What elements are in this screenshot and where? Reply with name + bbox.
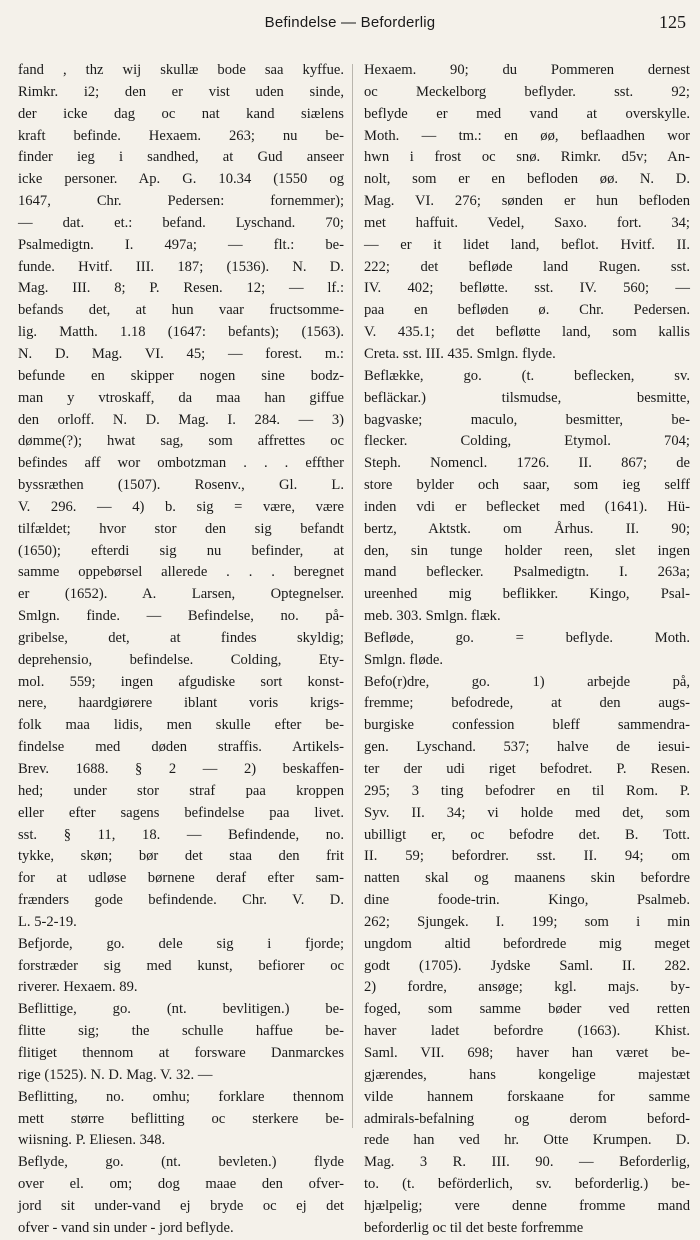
text-line: ureenhed mig beflikker. Kingo, Psal- bbox=[364, 586, 690, 603]
text-line: met haffuit. Vedel, Saxo. fort. 34; bbox=[364, 214, 690, 231]
text-line: godt (1705). Jydske Saml. II. 282. bbox=[364, 957, 690, 974]
text-line: L. 5-2-19. bbox=[18, 913, 77, 930]
text-line: finder ieg i sandhed, at Gud anseer bbox=[18, 149, 344, 166]
text-line: foged, som samme bøder ved retten bbox=[364, 1001, 690, 1018]
text-line: riverer. Hexaem. 89. bbox=[18, 979, 138, 996]
text-line: Steph. Nomencl. 1726. II. 867; de bbox=[364, 455, 690, 472]
text-line: — dat. et.: befand. Lyschand. 70; bbox=[18, 214, 344, 231]
text-line: oc Meckelborg beflyder. sst. 92; bbox=[364, 83, 690, 100]
text-line: Smlgn. fløde. bbox=[364, 651, 444, 668]
text-line: meb. 303. Smlgn. flæk. bbox=[364, 608, 501, 625]
text-line: ubilligt er, oc befodre det. B. Tott. bbox=[364, 826, 690, 843]
text-line: natten skal og maanens skin befordre bbox=[364, 870, 690, 887]
text-line: rige (1525). N. D. Mag. V. 32. — bbox=[18, 1066, 213, 1083]
page-header bbox=[0, 0, 700, 56]
text-line: haver ladet befordre (1663). Khist. bbox=[364, 1023, 690, 1040]
text-line: Befløde, go. = beflyde. Moth. bbox=[364, 629, 690, 646]
text-line: gribelse, det, at findes skyldig; bbox=[18, 629, 344, 646]
text-line: icke personer. Ap. G. 10.34 (1550 og bbox=[18, 171, 344, 188]
text-line: Moth. — tm.: en øø, beflaadhen wor bbox=[364, 127, 690, 144]
running-head: Befindelse — Beforderlig bbox=[264, 14, 436, 31]
text-line: (1650); efterdi sig nu befinder, at bbox=[18, 542, 344, 559]
text-line: Beflittige, go. (nt. bevlitigen.) be- bbox=[18, 1001, 344, 1018]
text-line: 262; Sjungek. I. 199; som i min bbox=[364, 913, 690, 930]
text-line: V. 296. — 4) b. sig = være, være bbox=[18, 498, 344, 515]
text-line: Beflitting, no. omhu; forklare thennom bbox=[18, 1088, 344, 1105]
text-line: burgiske confession bleff sammendra- bbox=[364, 717, 690, 734]
text-line: beforderlig oc til det beste forfremme bbox=[364, 1219, 584, 1236]
text-line: fand , thz wij skullæ bode saa kyffue. bbox=[18, 62, 344, 78]
text-line: man y vtroskaff, da maa han giffue bbox=[18, 389, 344, 406]
text-line: rede han ved hr. Otte Krumpen. D. bbox=[364, 1132, 690, 1149]
text-line: nere, haardgiørere iblant voris krigs- bbox=[18, 695, 344, 712]
left-column bbox=[18, 60, 344, 1240]
text-line: wiisning. P. Eliesen. 348. bbox=[18, 1132, 166, 1149]
text-line: Mag. VI. 276; sønden er hun befloden bbox=[364, 193, 690, 210]
text-line: hed; under stor straf paa kroppen bbox=[18, 782, 344, 799]
text-line: kraft befinde. Hexaem. 263; nu be- bbox=[18, 127, 344, 144]
text-line: inden vdi er beflecket med (1641). Hü- bbox=[364, 498, 690, 515]
text-line: jord sit under-vand ej bryde oc ej det bbox=[18, 1197, 344, 1214]
text-line: ter der udi riget befodret. P. Resen. bbox=[364, 761, 690, 777]
text-line: gen. Lyschand. 537; halve de iesui- bbox=[364, 739, 690, 756]
text-line: Beflyde, go. (nt. bevleten.) flyde bbox=[18, 1154, 344, 1171]
text-line: befunde en skipper nogen sine bodz- bbox=[18, 367, 344, 384]
right-column bbox=[364, 60, 690, 1240]
text-line: funde. Hvitf. III. 187; (1536). N. D. bbox=[18, 258, 344, 275]
text-line: mett større beflitting oc sterkere be- bbox=[18, 1110, 344, 1127]
text-line: Saml. VII. 698; haver han været be- bbox=[364, 1044, 690, 1061]
text-line: folk maa lidis, men skulle efter be- bbox=[18, 717, 344, 734]
text-line: admirals-befalning og derom beford- bbox=[364, 1110, 690, 1127]
text-line: II. 59; befordrer. sst. II. 94; om bbox=[364, 848, 690, 865]
text-line: eller efter sagens befindelse paa livet. bbox=[18, 804, 344, 821]
text-line: Syv. II. 34; vi holde med det, som bbox=[364, 804, 690, 821]
text-line: sst. § 11, 18. — Befindende, no. bbox=[18, 826, 344, 843]
text-line: tilfældet; hvor stor den sig befandt bbox=[18, 520, 344, 537]
text-line: — er it lidet land, beflot. Hvitf. II. bbox=[364, 236, 690, 253]
text-line: vilde hannem forskaane for samme bbox=[364, 1088, 690, 1105]
text-line: bagvaske; maculo, besmitter, be- bbox=[364, 411, 690, 428]
text-line: Befjorde, go. dele sig i fjorde; bbox=[18, 935, 344, 952]
text-line: byssræthen (1507). Rosenv., Gl. L. bbox=[18, 477, 344, 494]
text-line: tykke, skøn; bør det staa den frit bbox=[18, 848, 344, 865]
text-line: hjælpelig; vere denne fromme mand bbox=[364, 1197, 690, 1214]
text-line: ofver - vand sin under - jord beflyde. bbox=[18, 1219, 234, 1236]
text-line: Brev. 1688. § 2 — 2) beskaffen- bbox=[18, 761, 344, 777]
text-line: store bylder och saar, som ieg selff bbox=[364, 477, 690, 494]
text-line: paa en befløden ø. Chr. Pedersen. bbox=[364, 302, 690, 319]
text-line: Psalmedigtn. I. 497a; — flt.: be- bbox=[18, 236, 344, 253]
text-line: N. D. Mag. VI. 45; — forest. m.: bbox=[18, 345, 344, 362]
text-line: befands det, at hun vaar fructsomme- bbox=[18, 302, 344, 319]
text-line: Rimkr. i2; den er vist uden sinde, bbox=[18, 83, 344, 100]
text-line: for at udløse børnene deraf efter sam- bbox=[18, 870, 344, 887]
text-line: Beflække, go. (t. beflecken, sv. bbox=[364, 367, 690, 384]
text-line: flitte sig; the schulle haffue be- bbox=[18, 1023, 344, 1040]
text-line: gjærendes, hans kongelige majestæt bbox=[364, 1066, 690, 1083]
text-line: Befo(r)dre, go. 1) arbejde på, bbox=[364, 673, 690, 690]
text-line: flecker. Colding, Etymol. 704; bbox=[364, 433, 690, 450]
text-line: V. 435.1; det befløtte land, som kallis bbox=[364, 324, 690, 341]
text-line: 2) fordre, ansøge; kgl. majs. by- bbox=[364, 979, 690, 996]
text-line: dine foode-trin. Kingo, Psalmeb. bbox=[364, 892, 690, 909]
text-line: Mag. III. 8; P. Resen. 12; — lf.: bbox=[18, 280, 344, 297]
text-line: forstræder sig med kunst, befiorer oc bbox=[18, 957, 344, 974]
text-line: over el. om; dog maae den ofver- bbox=[18, 1176, 344, 1193]
text-line: Smlgn. finde. — Befindelse, no. på- bbox=[18, 608, 344, 625]
text-line: fremme; befodrede, at den augs- bbox=[364, 695, 690, 712]
text-line: deprehensio, befindelse. Colding, Ety- bbox=[18, 651, 344, 668]
text-line: Mag. 3 R. III. 90. — Beforderlig, bbox=[364, 1154, 690, 1171]
text-line: findelse med døden straffis. Artikels- bbox=[18, 739, 344, 756]
text-line: samme oppebørsel allerede . . . beregnet bbox=[18, 564, 344, 581]
text-line: frænders gode befindende. Chr. V. D. bbox=[18, 892, 344, 909]
text-line: to. (t. beförderlich, sv. beforderlig.) be- bbox=[364, 1176, 690, 1193]
text-line: mand beflecker. Psalmedigtn. I. 263a; bbox=[364, 564, 690, 581]
text-line: mol. 559; ingen afgudiske sort konst- bbox=[18, 673, 344, 690]
text-line: 1647, Chr. Pedersen: fornemmer); bbox=[18, 193, 344, 210]
text-line: Creta. sst. III. 435. Smlgn. flyde. bbox=[364, 345, 556, 362]
text-line: 295; 3 ting befodrer en til Rom. P. bbox=[364, 782, 690, 799]
text-line: beflyde er med vand at overskylle. bbox=[364, 105, 690, 122]
text-line: 222; det befløde land Rugen. sst. bbox=[364, 258, 690, 275]
text-line: bertz, Aktstk. om Århus. II. 90; bbox=[364, 520, 690, 537]
column-divider bbox=[352, 64, 353, 1128]
page-number: 125 bbox=[659, 12, 686, 32]
text-line: hwn i frost oc snø. Rimkr. d5v; An- bbox=[364, 149, 690, 166]
text-line: IV. 402; befløtte. sst. IV. 560; — bbox=[364, 280, 690, 297]
text-line: befläckar.) tilsmudse, besmitte, bbox=[364, 389, 690, 406]
text-line: den orloff. N. D. Mag. I. 284. — 3) bbox=[18, 411, 344, 428]
text-line: der icke dag oc nat kand siælens bbox=[18, 105, 344, 122]
text-line: ungdom altid befordrede mig meget bbox=[364, 935, 690, 952]
text-line: flitiget thennom at forsware Danmarckes bbox=[18, 1044, 344, 1061]
text-line: lig. Matth. 1.18 (1647: befants); (1563). bbox=[18, 324, 344, 341]
text-line: Hexaem. 90; du Pommeren dernest bbox=[364, 62, 690, 78]
text-line: den, sin tunge holder reen, slet ingen bbox=[364, 542, 690, 559]
text-line: dømme(?); hwat sag, som affrettes oc bbox=[18, 433, 344, 450]
text-line: befindes aff wor ombotzman . . . effther bbox=[18, 455, 344, 472]
text-line: nolt, som er en befloden øø. N. D. bbox=[364, 171, 690, 188]
text-line: er (1652). A. Larsen, Optegnelser. bbox=[18, 586, 344, 603]
